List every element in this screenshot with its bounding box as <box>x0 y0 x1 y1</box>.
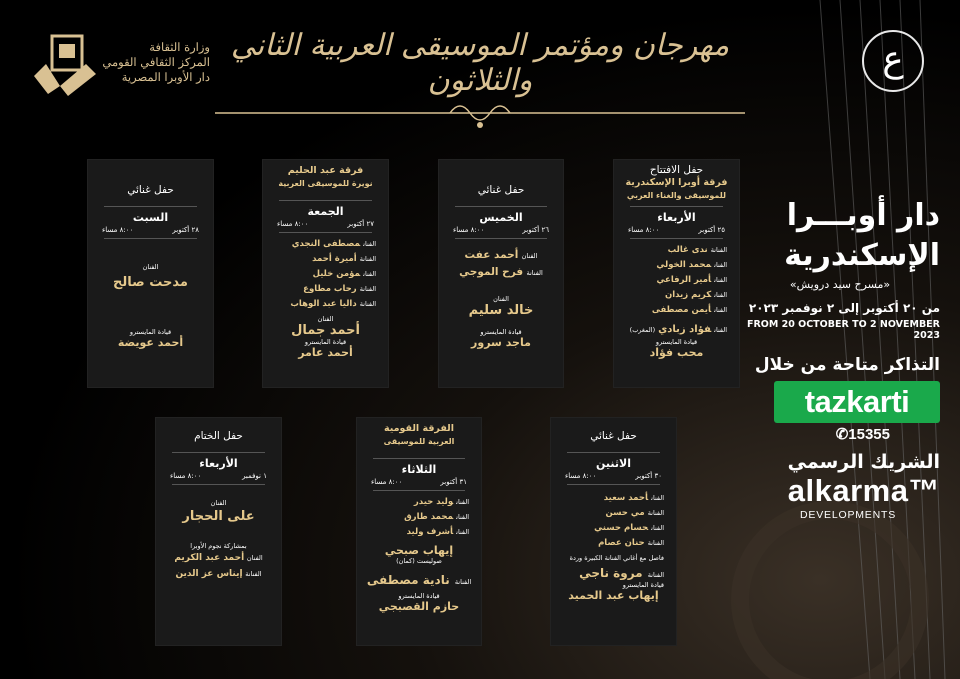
performer <box>614 322 727 338</box>
performer-label: الفنان <box>363 240 376 248</box>
performer-label: الفنانة <box>359 255 376 263</box>
ministry-line: المركز الثقافي القومي <box>102 55 210 69</box>
concert-date <box>88 226 213 234</box>
cairo-opera-logo-icon: ع <box>862 30 924 92</box>
info-panel <box>740 196 940 521</box>
concert-day: الأربعاء <box>657 211 696 224</box>
divider <box>279 200 372 201</box>
conductor-name: أحمد عامر <box>298 346 353 359</box>
conductor-name: إيهاب عبد الحميد <box>568 589 659 602</box>
concert-card-saturday <box>87 159 214 388</box>
featured-row <box>357 569 481 588</box>
date-label: ٢٧ أكتوبر <box>347 220 374 228</box>
performer-label: الفنان <box>714 291 727 299</box>
concert-day: الخميس <box>479 211 523 224</box>
concert-date <box>357 478 481 486</box>
concert-day: الجمعة <box>307 205 344 218</box>
featured-name: خالد سليم <box>468 303 534 318</box>
featured-label: الفنان <box>493 295 509 303</box>
concert-day: السبت <box>132 211 169 224</box>
performer <box>439 247 563 264</box>
performer <box>263 252 376 267</box>
conductor-label: قيادة المايسترو <box>480 328 522 336</box>
performer-label: الفنان <box>714 261 727 269</box>
divider <box>630 206 723 207</box>
divider <box>104 238 197 239</box>
partner-label: الشريك الرسمي <box>787 451 940 473</box>
featured-label: الفنان <box>210 499 227 507</box>
performer-label: الفنانة <box>647 539 664 547</box>
performer-name: أشرف وليد <box>406 527 454 537</box>
featured-label: الفنان <box>142 263 159 271</box>
concert-card-thursday <box>438 159 564 388</box>
group-name: فرقة عبد الحليم <box>287 165 364 176</box>
performer-label: الفنان <box>714 326 727 334</box>
time-label: ٨:٠٠ مساء <box>102 226 134 234</box>
performer <box>551 536 664 551</box>
performer-name: محمد الخولي <box>656 260 712 270</box>
performer <box>614 273 727 288</box>
conductor-label: قيادة المايسترو <box>304 338 347 346</box>
performer <box>614 288 727 303</box>
performer-list <box>156 550 281 582</box>
divider <box>279 232 372 233</box>
performer-label: الفنان <box>456 513 469 521</box>
concert-card-monday <box>550 417 677 646</box>
divider <box>455 238 547 239</box>
hotline-number: 15355 <box>848 426 890 443</box>
concert-date <box>156 472 281 480</box>
performer-name: أميرة أحمد <box>312 254 357 264</box>
performer-note: (المغرب) <box>629 326 656 334</box>
festival-dates-ar: من ٢٠ أكتوبر إلى ٢ نوفمبر ٢٠٢٣ <box>748 301 940 315</box>
divider <box>567 452 660 453</box>
date-label: ٢٥ أكتوبر <box>698 226 725 234</box>
performer-label: الفنان <box>456 498 469 506</box>
concert-day: الثلاثاء <box>401 463 437 476</box>
conductor-name: حازم القصبجي <box>378 600 460 613</box>
performer <box>357 510 469 525</box>
performer <box>156 550 281 566</box>
performer-label: الفنان <box>246 554 263 562</box>
performer-label: الفنان <box>714 276 727 284</box>
concert-type: حفل غنائي <box>477 184 525 196</box>
concert-date <box>551 472 676 480</box>
time-label: ٨:٠٠ مساء <box>371 478 403 486</box>
divider <box>104 206 197 207</box>
performer-name: مي حسن <box>605 508 645 518</box>
date-label: ٣١ أكتوبر <box>440 478 467 486</box>
festival-dates-en: FROM 20 OCTOBER TO 2 NOVEMBER 2023 <box>746 319 940 341</box>
conductor-label: قيادة المايسترو <box>398 592 440 600</box>
divider <box>630 238 723 239</box>
date-label: ٢٦ أكتوبر <box>522 226 549 234</box>
ministry-line: وزارة الثقافة <box>149 40 210 54</box>
performer <box>357 525 469 540</box>
concert-type: حفل غنائي <box>127 184 174 196</box>
performer-name: مؤمن خليل <box>312 269 361 279</box>
conductor-label: قيادة المايسترو <box>622 581 664 589</box>
performer-name: مصطفى النجدي <box>291 239 361 249</box>
performer-name: أحمد عبد الكريم <box>174 553 245 563</box>
performer-list <box>614 243 739 338</box>
alkarma-logo: alkarma™ <box>787 473 940 508</box>
performer-name: أيمن مصطفى <box>651 305 712 315</box>
performer-name: وليد حيدر <box>413 497 454 507</box>
divider <box>455 206 547 207</box>
performer-label: الفنانة <box>526 269 543 277</box>
featured-row <box>551 562 676 581</box>
divider <box>172 452 265 453</box>
performer-name: داليا عبد الوهاب <box>290 299 357 309</box>
performer-name: رحاب مطاوع <box>303 284 357 294</box>
date-label: ٣٠ أكتوبر <box>635 472 662 480</box>
performer <box>263 267 376 282</box>
tickets-label: التذاكر متاحة من خلال <box>754 355 940 375</box>
featured-name: أحمد جمال <box>291 323 360 338</box>
concert-card-tuesday <box>356 417 482 646</box>
tribute-note: فاصل مع أغاني الفنانة الكبيرة وردة <box>569 554 664 562</box>
time-label: ٨:٠٠ مساء <box>453 226 485 234</box>
divider <box>373 490 465 491</box>
performer <box>551 491 664 506</box>
featured-name: على الحجار <box>182 509 255 524</box>
title-ornament-icon <box>215 85 745 135</box>
group-name: فرقة أوبرا الإسكندرية <box>625 177 728 188</box>
performer-list <box>439 247 563 281</box>
group-name: للموسيقى والغناء العربي <box>626 191 727 200</box>
performer <box>551 521 664 536</box>
featured-name: مدحت صالح <box>113 275 188 290</box>
time-label: ٨:٠٠ مساء <box>170 472 202 480</box>
group-name: العربية للموسيقى <box>383 437 455 446</box>
time-label: ٨:٠٠ مساء <box>628 226 660 234</box>
performer-name: كريم زيدان <box>664 290 712 300</box>
featured-name: نادية مصطفى <box>366 573 450 587</box>
performer-name: حنان عصام <box>598 538 645 548</box>
conductor-label: قيادة المايسترو <box>129 328 172 336</box>
performer-list <box>551 491 676 551</box>
featured-label: الفنان <box>317 315 334 323</box>
featured-name: مروة ناجي <box>579 566 643 580</box>
performer-label: الفنانة <box>359 285 376 293</box>
performer <box>263 237 376 252</box>
concert-type: حفل غنائي <box>590 430 637 442</box>
group-name: الفرقة القومية <box>384 423 454 434</box>
hotline <box>740 425 940 443</box>
concert-card-friday <box>262 159 389 388</box>
performer <box>614 243 727 258</box>
ministry-block <box>30 30 210 100</box>
concert-date <box>263 220 388 228</box>
date-label: ٢٨ أكتوبر <box>172 226 199 234</box>
ministry-text <box>102 40 210 85</box>
guests-label: بمشاركة نجوم الأوبرا <box>190 542 247 550</box>
divider <box>373 458 465 459</box>
performer-label: الفنانة <box>647 509 664 517</box>
ministry-line: دار الأوبرا المصرية <box>121 70 210 84</box>
performer <box>551 506 664 521</box>
conductor-name: محب فؤاد <box>649 346 704 359</box>
divider <box>567 484 660 485</box>
concert-type: حفل الافتتاح <box>649 164 704 176</box>
concert-card-opening <box>613 159 740 388</box>
soloist-name: إيهاب صبحي <box>384 544 454 557</box>
festival-title: مهرجان ومؤتمر الموسيقى العربية الثاني والثلاثون <box>230 28 730 98</box>
soloist-note: صوليست (كمان) <box>396 557 442 565</box>
venue-name: دار أوبـــرا <box>786 198 940 233</box>
date-label: ١ نوفمبر <box>242 472 267 480</box>
performer-name: محمد طارق <box>404 512 454 522</box>
performer-name: حسام حسني <box>594 523 649 533</box>
concert-card-closing <box>155 417 282 646</box>
performer-label: الفنان <box>651 494 664 502</box>
performer <box>614 303 727 318</box>
performer-name: فؤاد زبادي <box>658 324 712 335</box>
conductor-name: ماجد سرور <box>471 336 531 349</box>
concert-day: الاثنين <box>596 457 631 470</box>
concert-type: حفل الختام <box>194 430 243 442</box>
alkarma-subtitle: DEVELOPMENTS <box>800 509 896 521</box>
performer-label: الفنانة <box>710 246 727 254</box>
performer <box>614 258 727 273</box>
featured-label: الفنانة <box>454 578 472 586</box>
group-name: نويرة للموسيقى العربية <box>278 179 373 188</box>
venue-name: الإسكندرية <box>784 238 940 273</box>
performer-list <box>357 495 481 540</box>
performer-name: فرح الموجي <box>459 266 524 278</box>
performer-label: الفنان <box>521 252 538 260</box>
performer-label: الفنان <box>363 270 376 278</box>
performer <box>263 282 376 297</box>
national-cultural-center-logo-icon <box>30 34 100 96</box>
performer <box>263 297 376 312</box>
time-label: ٨:٠٠ مساء <box>565 472 597 480</box>
performer <box>439 264 563 281</box>
performer-name: أمير الرفاعي <box>656 275 712 285</box>
featured-label: الفنانة <box>647 571 664 579</box>
performer-label: الفنانة <box>245 570 262 578</box>
concert-date <box>614 226 739 234</box>
concert-day: الأربعاء <box>199 457 238 470</box>
performer-label: الفنان <box>714 306 727 314</box>
conductor-name: أحمد عويضة <box>117 336 184 349</box>
phone-icon: ✆ <box>835 426 849 443</box>
performer <box>357 495 469 510</box>
performer-label: الفنان <box>651 524 664 532</box>
concert-date <box>439 226 563 234</box>
performer-name: أحمد سعيد <box>603 493 649 503</box>
performer-list <box>263 237 388 312</box>
tazkarti-logo[interactable]: tazkarti <box>774 381 940 423</box>
venue-theatre: «مسرح سيد درويش» <box>789 278 891 291</box>
time-label: ٨:٠٠ مساء <box>277 220 309 228</box>
conductor-label: قيادة المايسترو <box>655 338 698 346</box>
performer <box>156 566 281 582</box>
performer-name: إيناس عز الدين <box>175 569 243 579</box>
header <box>0 0 960 140</box>
performer-name: أحمد عفت <box>464 249 519 261</box>
divider <box>172 484 265 485</box>
performer-label: الفنان <box>456 528 469 536</box>
performer-name: ندى غالب <box>667 245 708 255</box>
performer-label: الفنانة <box>359 300 376 308</box>
